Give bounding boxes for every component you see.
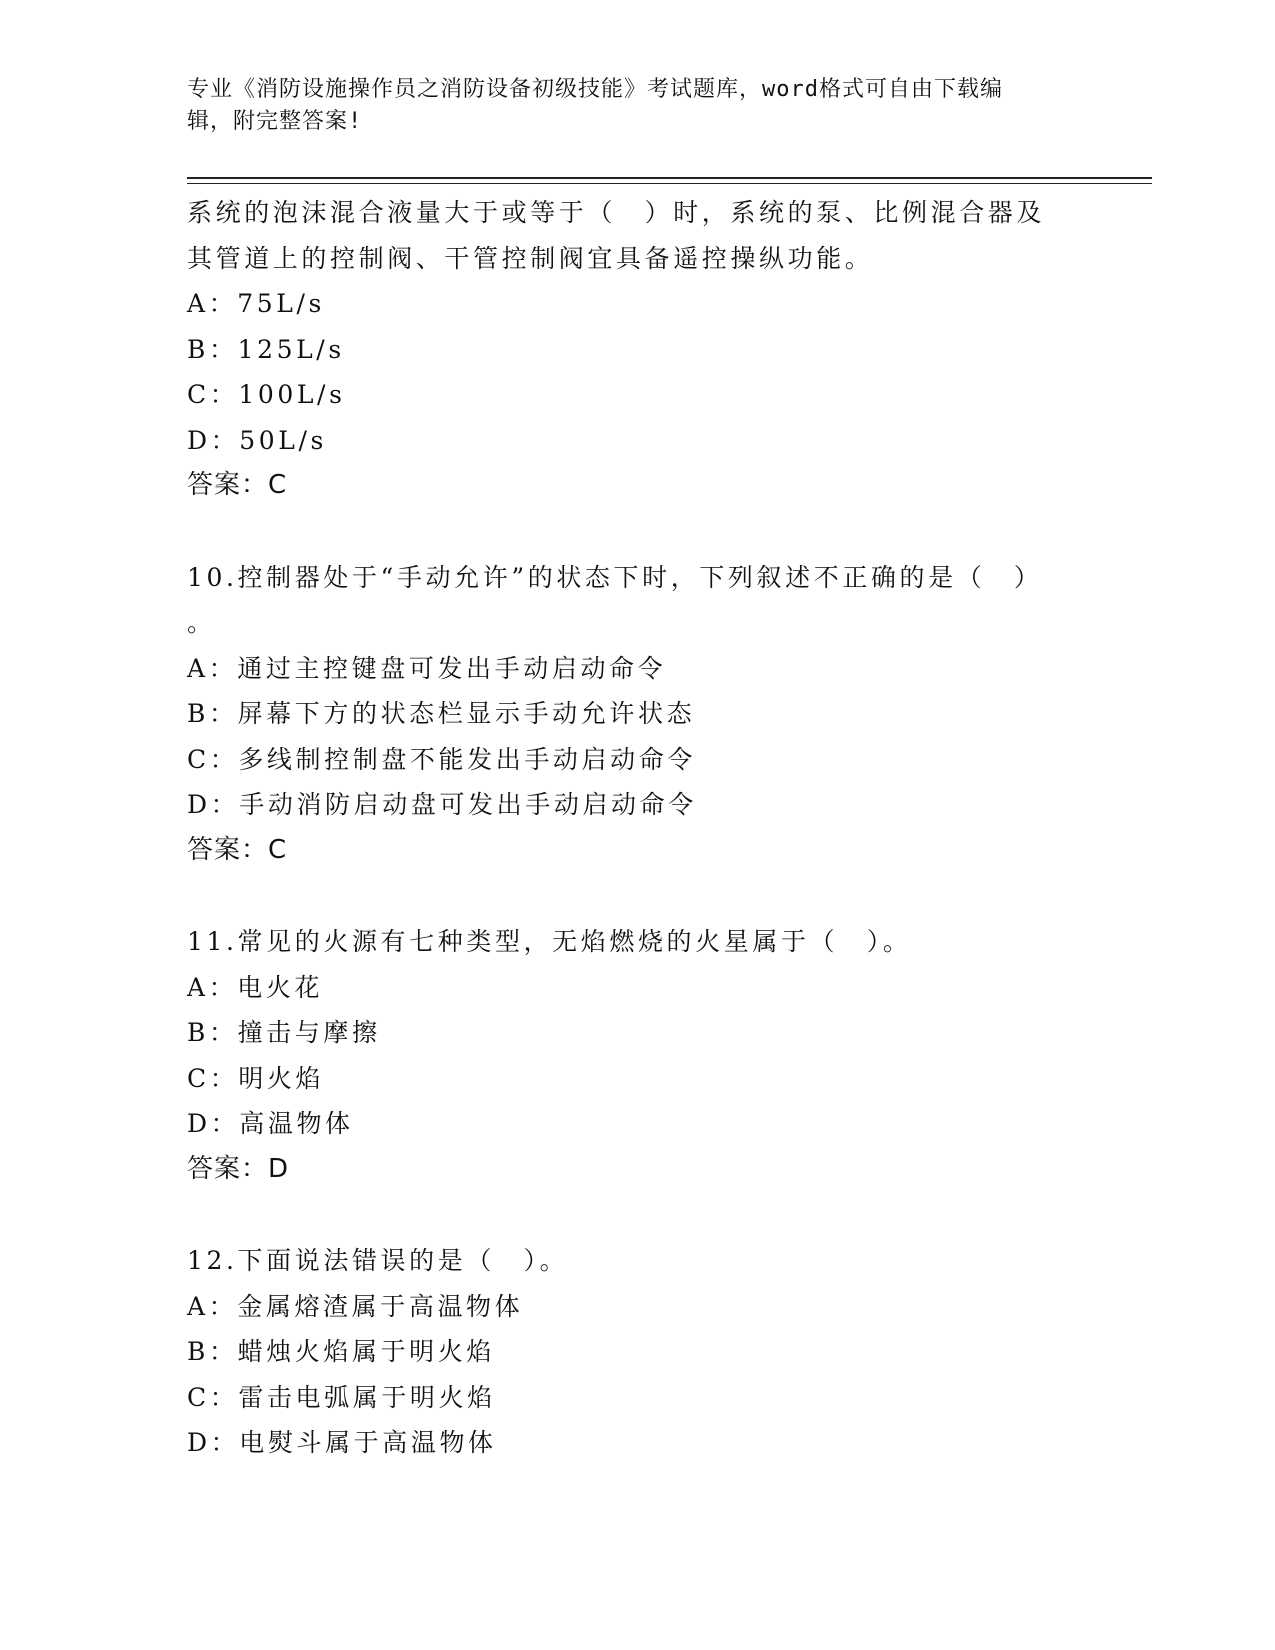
question-stem: 12.下面说法错误的是（ ）。	[187, 1246, 569, 1275]
question-block	[187, 1238, 1107, 1466]
option-b: B：蜡烛火焰属于明火焰	[187, 1337, 495, 1366]
question-stem: 其管道上的控制阀、干管控制阀宜具备遥控操纵功能。	[187, 243, 874, 273]
question-stem: 11.常见的火源有七种类型，无焰燃烧的火星属于（ ）。	[187, 927, 912, 956]
header-line-2: 辑，附完整答案!	[187, 109, 363, 134]
header-line-1: 专业《消防设施操作员之消防设备初级技能》考试题库，word格式可自由下载编	[187, 77, 1003, 102]
option-b: B：屏幕下方的状态栏显示手动允许状态	[187, 699, 696, 728]
option-c: C：明火焰	[187, 1063, 325, 1093]
answer-label: 答案：C	[187, 470, 288, 500]
question-list	[187, 190, 1107, 1466]
option-d: D：50L/s	[187, 425, 327, 455]
document-header	[187, 74, 1087, 138]
option-d: D：电熨斗属于高温物体	[187, 1428, 497, 1457]
option-d: D：高温物体	[187, 1109, 354, 1138]
header-divider	[187, 177, 1152, 179]
answer-label: 答案：D	[187, 1153, 290, 1184]
option-a: A：75L/s	[187, 289, 325, 318]
question-stem: 系统的泡沫混合液量大于或等于（ ）时，系统的泵、比例混合器及	[187, 198, 1046, 227]
question-stem: 10.控制器处于“手动允许”的状态下时，下列叙述不正确的是（ ）	[187, 562, 1043, 592]
option-a: A：金属熔渣属于高温物体	[187, 1291, 524, 1321]
question-stem: 。	[187, 608, 216, 637]
question-block	[187, 190, 1107, 509]
option-c: C：100L/s	[187, 380, 346, 409]
option-a: A：电火花	[187, 972, 324, 1002]
question-block	[187, 919, 1107, 1192]
option-b: B：撞击与摩擦	[187, 1018, 381, 1047]
option-d: D：手动消防启动盘可发出手动启动命令	[187, 790, 697, 819]
option-c: C：多线制控制盘不能发出手动启动命令	[187, 744, 696, 774]
option-c: C：雷击电弧属于明火焰	[187, 1382, 496, 1412]
question-block	[187, 555, 1107, 874]
answer-label: 答案：C	[187, 834, 288, 865]
option-a: A：通过主控键盘可发出手动启动命令	[187, 653, 667, 683]
header-divider-thin	[187, 183, 1152, 184]
option-b: B：125L/s	[187, 334, 345, 364]
